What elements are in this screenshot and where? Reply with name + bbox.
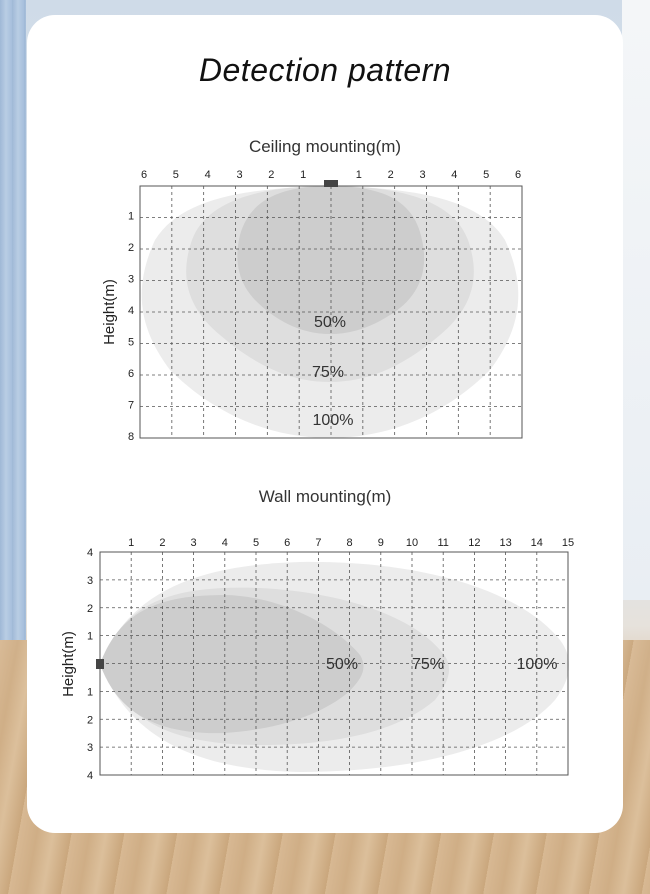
ceiling-x-tick-label: 1 xyxy=(355,169,362,181)
wall-x-tick-label: 4 xyxy=(221,537,228,549)
wall-y-tick-label: 2 xyxy=(86,714,94,727)
ceiling-chart-title: Ceiling mounting(m) xyxy=(248,137,402,156)
ceiling-y-tick-label: 4 xyxy=(127,305,135,317)
wall-y-axis-label: Height(m) xyxy=(60,631,77,697)
wall-x-tick-label: 2 xyxy=(159,537,166,549)
ceiling-y-tick-label: 3 xyxy=(127,273,135,286)
ceiling-x-tick-label: 2 xyxy=(387,169,394,181)
ceiling-y-tick-label: 7 xyxy=(127,399,135,412)
wall-zone-label-100: 100% xyxy=(516,656,558,673)
ceiling-x-tick-label: 5 xyxy=(483,169,490,181)
wall-x-tick-label: 10 xyxy=(405,537,419,549)
ceiling-zone-label-50: 50% xyxy=(313,314,347,331)
wall-y-tick-label: 4 xyxy=(86,547,94,559)
ceiling-y-tick-label: 2 xyxy=(127,242,135,254)
ceiling-zone-label-100: 100% xyxy=(312,412,354,429)
ceiling-y-axis-label: Height(m) xyxy=(101,279,118,345)
wall-y-tick-label: 3 xyxy=(86,742,94,755)
wall-x-tick-label: 5 xyxy=(252,537,260,549)
ceiling-x-tick-label: 1 xyxy=(300,169,307,181)
ceiling-x-tick-label: 3 xyxy=(236,169,243,181)
wall-y-tick-label: 4 xyxy=(86,770,94,782)
wall-x-tick-label: 15 xyxy=(561,537,575,549)
ceiling-diagram xyxy=(101,169,522,443)
wall-x-tick-label: 13 xyxy=(499,537,512,549)
wall-x-tick-label: 12 xyxy=(468,537,481,549)
wall-sensor-marker xyxy=(96,659,104,669)
wall-x-tick-label: 14 xyxy=(530,537,543,549)
wall-x-tick-label: 8 xyxy=(346,537,353,549)
ceiling-x-tick-label: 4 xyxy=(451,169,458,181)
wall-diagram xyxy=(60,537,574,782)
wall-y-tick-label: 1 xyxy=(86,630,94,643)
page-title: Detection pattern xyxy=(198,52,452,88)
ceiling-x-tick-label: 3 xyxy=(419,169,426,181)
wall-x-tick-label: 9 xyxy=(377,537,384,549)
wall-y-tick-label: 1 xyxy=(86,686,94,699)
wall-x-tick-label: 3 xyxy=(190,537,197,549)
wall-zone-label-50: 50% xyxy=(325,656,359,673)
ceiling-y-tick-label: 6 xyxy=(127,368,135,380)
wall-y-tick-label: 2 xyxy=(86,602,94,615)
ceiling-x-tick-label: 6 xyxy=(514,169,522,181)
ceiling-x-tick-label: 5 xyxy=(172,169,179,181)
ceiling-x-tick-label: 2 xyxy=(268,169,275,181)
ceiling-y-tick-label: 5 xyxy=(127,336,135,349)
ceiling-zone-label-75: 75% xyxy=(311,364,345,381)
wall-chart-title: Wall mounting(m) xyxy=(258,487,392,506)
wall-x-tick-label: 6 xyxy=(284,537,291,549)
wall-y-tick-label: 3 xyxy=(86,574,94,587)
ceiling-y-tick-label: 8 xyxy=(127,431,135,443)
ceiling-x-tick-label: 6 xyxy=(140,169,148,181)
wall-x-tick-label: 11 xyxy=(437,537,449,549)
ceiling-y-tick-label: 1 xyxy=(127,210,135,223)
wall-zone-label-75: 75% xyxy=(411,656,445,673)
ceiling-sensor-marker xyxy=(324,180,338,187)
wall-x-tick-label: 7 xyxy=(315,537,322,549)
ceiling-x-tick-label: 4 xyxy=(204,169,211,181)
wall-x-tick-label: 1 xyxy=(128,537,135,549)
